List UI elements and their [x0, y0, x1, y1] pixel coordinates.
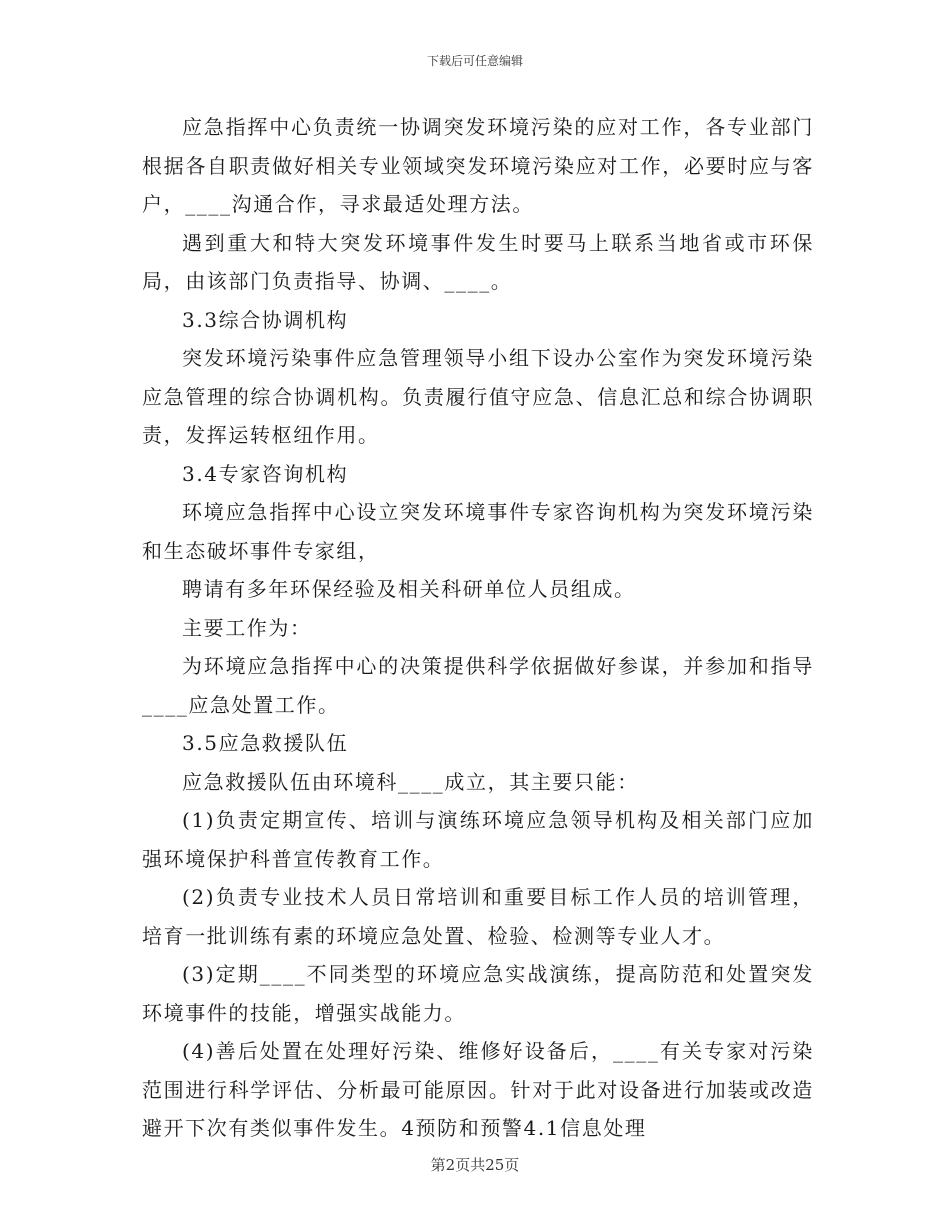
section-heading-3-3: 3.3综合协调机构: [182, 307, 349, 332]
list-item-4: (4)善后处置在处理好污染、维修好设备后，____有关专家对污染范围进行科学评估、分析最可能原因。针对于此对设备进行加装或改造避开下次有类似事件发生。4预防和预警4.1信息处理: [142, 1039, 814, 1140]
document-body: [142, 108, 814, 1148]
paragraph-main-work: 主要工作为：: [182, 615, 312, 640]
list-item-2: (2)负责专业技术人员日常培训和重要目标工作人员的培训管理，培育一批训练有素的环境应急处置、检验、检测等专业人才。: [142, 885, 814, 948]
paragraph-expert-group: 环境应急指挥中心设立突发环境事件专家咨询机构为突发环境污染和生态破坏事件专家组，: [142, 500, 814, 563]
section-heading-3-5: 3.5应急救援队伍: [182, 731, 349, 755]
list-item-3: (3)定期____不同类型的环境应急实战演练，提高防范和处置突发环境事件的技能，增强实战能力。: [142, 962, 814, 1025]
paragraph-major-incident: 遇到重大和特大突发环境事件发生时要马上联系当地省或市环保局，由该部门负责指导、协调、____。: [142, 230, 814, 293]
paragraph-command-center: 应急指挥中心负责统一协调突发环境污染的应对工作，各专业部门根据各自职责做好相关专业领域突发环境污染应对工作，必要时应与客户，____沟通合作，寻求最适处理方法。: [142, 115, 814, 216]
page-number: 第2页共25页: [430, 1156, 520, 1174]
page-header: 下载后可任意编辑: [426, 54, 523, 68]
paragraph-rescue-team: 应急救援队伍由环境科____成立，其主要只能：: [182, 769, 639, 794]
paragraph-decision-support: 为环境应急指挥中心的决策提供科学依据做好参谋，并参加和指导____应急处置工作。: [142, 654, 814, 717]
list-item-1: (1)负责定期宣传、培训与演练环境应急领导机构及相关部门应加强环境保护科普宣传教育工作。: [142, 808, 814, 871]
paragraph-expert-members: 聘请有多年环保经验及相关科研单位人员组成。: [182, 577, 636, 601]
section-heading-3-4: 3.4专家咨询机构: [182, 461, 349, 486]
paragraph-coordination-office: 突发环境污染事件应急管理领导小组下设办公室作为突发环境污染应急管理的综合协调机构。负责履行值守应急、信息汇总和综合协调职责，发挥运转枢纽作用。: [142, 346, 814, 447]
